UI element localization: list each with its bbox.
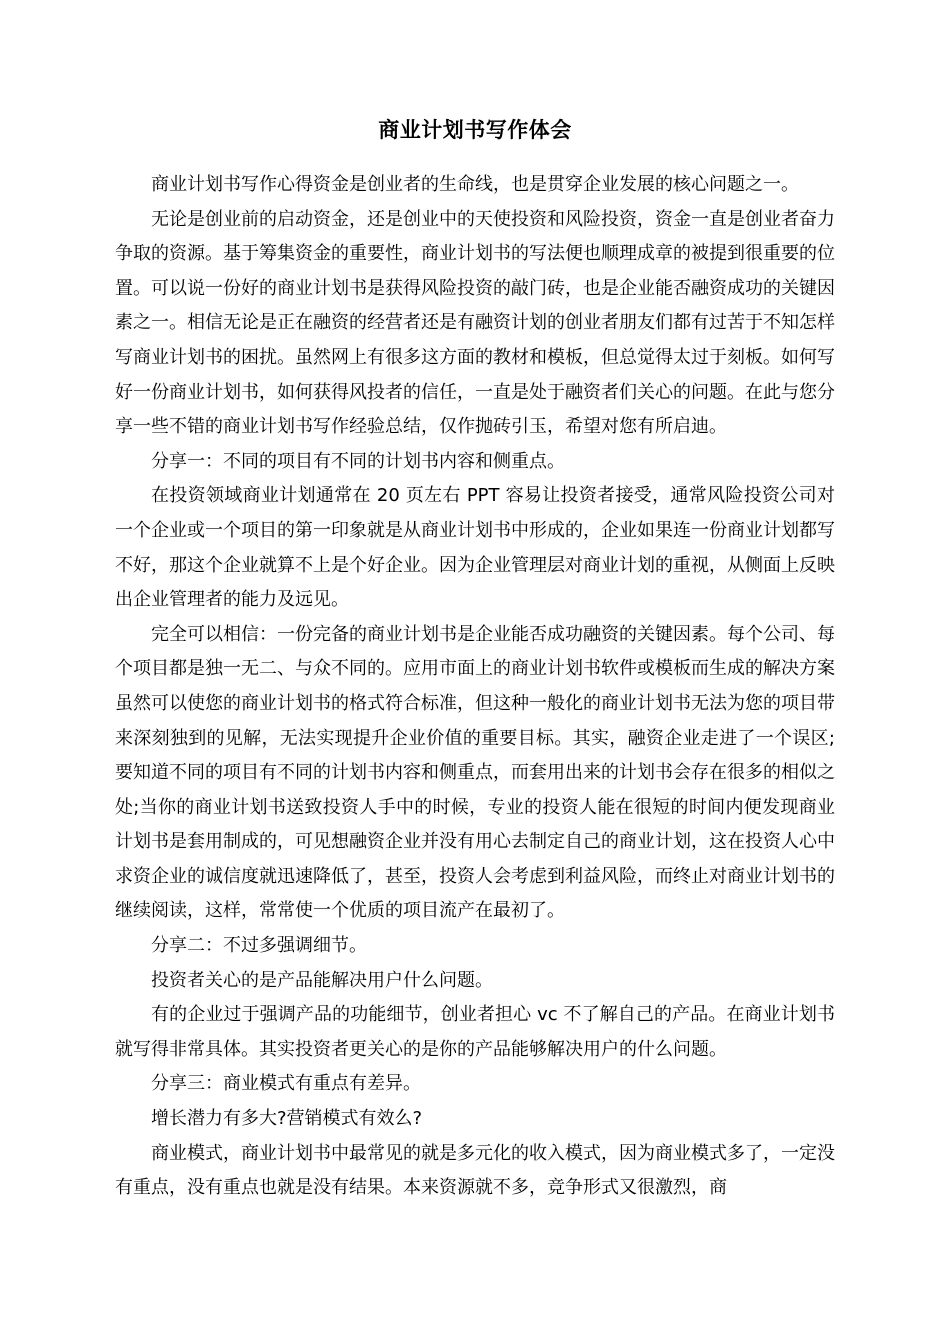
section-heading: 分享二：不过多强调细节。 <box>151 935 367 957</box>
section-heading: 分享一：不同的项目有不同的计划书内容和侧重点。 <box>151 450 565 472</box>
paragraph: 完全可以相信：一份完备的商业计划书是企业能否成功融资的关键因素。每个公司、每个项目都是独一无二、与众不同的。应用市面上的商业计划书软件或模板而生成的解决方案虽然可以使您的商业计划书的格式符合标准，但这种一般化的商业计划书无法为您的项目带来深刻独到的见解，无法实现提升企业价值的重要目标。其实，融资企业走进了一个误区;要知道不同的项目有不同的计划书内容和侧重点，而套用出来的计划书会存在很多的相似之处;当你的商业计划书送致投资人手中的时候，专业的投资人能在很短的时间内便发现商业计划书是套用制成的，可见想融资企业并没有用心去制定自己的商业计划，这在投资人心中求资企业的诚信度就迅速降低了，甚至，投资人会考虑到利益风险，而终止对商业计划书的继续阅读，这样，常常使一个优质的项目流产在最初了。 <box>115 623 835 922</box>
paragraph: 商业模式，商业计划书中最常见的就是多元化的收入模式，因为商业模式多了，一定没有重点，没有重点也就是没有结果。本来资源就不多，竞争形式又很激烈，商 <box>115 1142 835 1199</box>
document-body <box>115 168 835 1206</box>
paragraph: 投资者关心的是产品能解决用户什么问题。 <box>151 969 493 991</box>
paragraph: 商业计划书写作心得资金是创业者的生命线，也是贯穿企业发展的核心问题之一。 <box>151 174 799 195</box>
paragraph: 增长潜力有多大?营销模式有效么? <box>151 1108 423 1130</box>
paragraph: 在投资领域商业计划通常在 20 页左右 PPT 容易让投资者接受，通常风险投资公司对一个企业或一个项目的第一印象就是从商业计划书中形成的，企业如果连一份商业计划都写不好，那这个企业就算不上是个好企业。因为企业管理层对商业计划的重视，从侧面上反映出企业管理者的能力及远见。 <box>115 485 835 611</box>
paragraph: 无论是创业前的启动资金，还是创业中的天使投资和风险投资，资金一直是创业者奋力争取的资源。基于筹集资金的重要性，商业计划书的写法便也顺理成章的被提到很重要的位置。可以说一份好的商业计划书是获得风险投资的敲门砖，也是企业能否融资成功的关键因素之一。相信无论是正在融资的经营者还是有融资计划的创业者朋友们都有过苦于不知怎样写商业计划书的困扰。虽然网上有很多这方面的教材和模板，但总觉得太过于刻板。如何写好一份商业计划书，如何获得风投者的信任，一直是处于融资者们关心的问题。在此与您分享一些不错的商业计划书写作经验总结，仅作抛砖引玉，希望对您有所启迪。 <box>115 208 835 438</box>
paragraph: 有的企业过于强调产品的功能细节，创业者担心 vc 不了解自己的产品。在商业计划书就写得非常具体。其实投资者更关心的是你的产品能够解决用户的什么问题。 <box>115 1004 835 1060</box>
section-heading: 分享三：商业模式有重点有差异。 <box>151 1073 421 1095</box>
document-title: 商业计划书写作体会 <box>378 118 572 142</box>
